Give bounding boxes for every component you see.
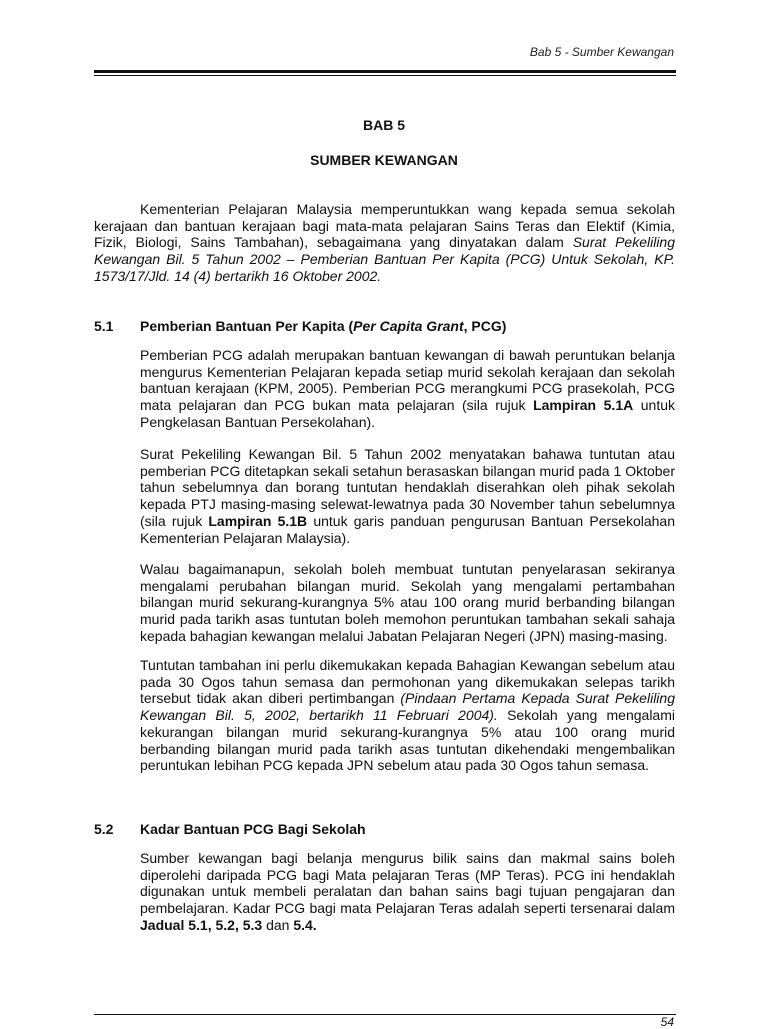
paragraph-text: Walau bagaimanapun, sekolah boleh membuat tuntutan penyelarasan sekiranya mengalami perubahan bilangan murid. Sekolah yang mengalami pertambahan bilangan murid sekurang-kurangnya 5% atau 100 orang murid berbanding bilangan murid pada tarikh asas tuntutan boleh memohon peruntukan tambahan sekali sahaja kepada bahagian kewangan melalui Jabatan Pelajaran Negeri (JPN) masing-masing.	[140, 561, 675, 644]
section-5-1-paragraph-4	[140, 657, 675, 774]
appendix-reference: Lampiran 5.1B	[208, 512, 308, 529]
table-reference: Jadual 5.1, 5.2, 5.3	[140, 916, 263, 933]
section-5-1-paragraph-3	[140, 561, 675, 645]
section-title-part: Pemberian Bantuan Per Kapita (	[140, 318, 354, 334]
intro-citation: Surat Pekeliling Kewangan Bil. 5 Tahun 2002 – Pemberian Bantuan Per Kapita (PCG) Untuk Sekolah, KP. 1573/17/Jld. 14 (4) bertarikh 16 Oktober 2002.	[94, 234, 675, 284]
section-5-1-paragraph-2	[140, 446, 675, 546]
appendix-reference: Lampiran 5.1A	[533, 397, 634, 414]
paragraph-text: Sumber kewangan bagi belanja mengurus bilik sains dan makmal sains boleh diperolehi daripada PCG bagi Mata pelajaran Teras (MP Teras). PCG ini hendaklah digunakan untuk membeli peralatan dan bahan sains bagi tujuan pengajaran dan pembelajaran. Kadar PCG bagi mata Pelajaran Teras adalah seperti tersenarai dalam	[140, 850, 675, 917]
section-number: 5.2	[94, 821, 114, 837]
section-title	[140, 318, 506, 334]
footer-rule	[94, 1014, 676, 1015]
table-reference: 5.4.	[293, 916, 317, 933]
page-number: 54	[660, 1015, 674, 1029]
running-header: Bab 5 - Sumber Kewangan	[529, 45, 674, 59]
paragraph-text: Tuntutan tambahan ini perlu dikemukakan kepada Bahagian Kewangan sebelum atau pada 30 Ogos tahun semasa dan permohonan yang dikemukakan selepas tarikh tersebut tidak akan diberi pertimbangan	[140, 657, 675, 707]
intro-paragraph	[94, 201, 675, 285]
intro-text: Kementerian Pelajaran Malaysia memperuntukkan wang kepada semua sekolah kerajaan dan bantuan kerajaan bagi mata-mata pelajaran Sains Teras dan Elektif (Kimia, Fizik, Biologi, Sains Tambahan), sebagaimana yang dinyatakan dalam	[94, 201, 675, 251]
paragraph-text: Surat Pekeliling Kewangan Bil. 5 Tahun 2002 menyatakan bahawa tuntutan atau pemberian PCG ditetapkan sekali setahun berasaskan bilangan murid pada 1 Oktober tahun sebelumnya dan borang tuntutan hendaklah diserahkan oleh pihak sekolah kepada PTJ masing-masing selewat-lewatnya pada 30 November tahun sebelumnya (sila rujuk	[140, 446, 675, 529]
chapter-title: SUMBER KEWANGAN	[310, 152, 458, 168]
section-5-2-paragraph-1	[140, 850, 675, 934]
section-title-italic: Per Capita Grant	[353, 318, 464, 334]
chapter-number: BAB 5	[362, 117, 405, 133]
paragraph-text: untuk Pengkelasan Bantuan Persekolahan).	[140, 397, 675, 430]
paragraph-text: Sekolah yang mengalami kekurangan bilangan murid sekurang-kurangnya 5% atau 100 orang murid berbanding bilangan murid pada tarikh asas tuntutan dikehendaki mengembalikan peruntukan lebihan PCG kepada JPN sebelum atau pada 30 Ogos tahun semasa.	[140, 707, 675, 774]
section-number: 5.1	[94, 318, 114, 334]
paragraph-text: dan	[262, 916, 294, 933]
section-title: Kadar Bantuan PCG Bagi Sekolah	[140, 821, 366, 837]
header-rule	[94, 70, 676, 76]
amendment-citation: (Pindaan Pertama Kepada Surat Pekeliling Kewangan Bil. 5, 2002, bertarikh 11 Februari 2004).	[140, 690, 675, 724]
paragraph-text: Pemberian PCG adalah merupakan bantuan kewangan di bawah peruntukan belanja mengurus Kementerian Pelajaran kepada setiap murid sekolah kerajaan dan sekolah bantuan kerajaan (KPM, 2005). Pemberian PCG merangkumi PCG prasekolah, PCG mata pelajaran dan PCG bukan mata pelajaran (sila rujuk	[140, 347, 675, 414]
section-title-part: , PCG)	[463, 318, 507, 334]
section-5-1-paragraph-1	[140, 347, 675, 431]
paragraph-text: untuk garis panduan pengurusan Bantuan Persekolahan Kementerian Pelajaran Malaysia).	[140, 512, 676, 546]
